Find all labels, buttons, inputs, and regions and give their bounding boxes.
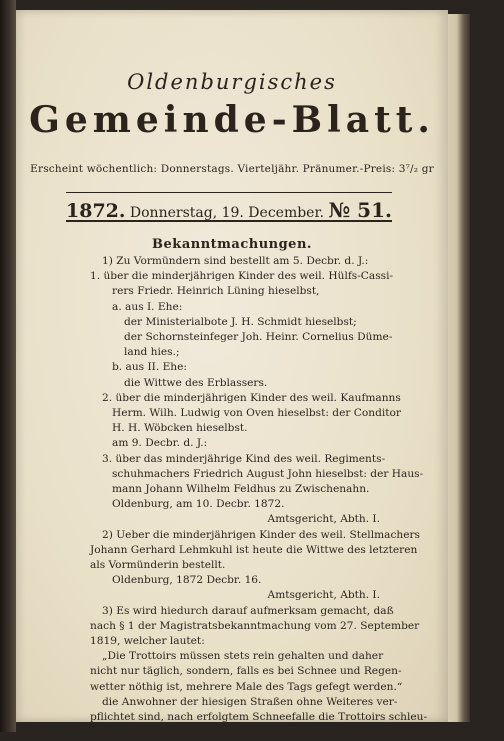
text-line: am 9. Decbr. d. J.: — [112, 437, 208, 450]
text-line: die Wittwe des Erblassers. — [124, 376, 268, 389]
text-line: Herm. Wilh. Ludwig von Oven hieselbst: der Conditor — [112, 407, 401, 420]
newspaper-page — [16, 10, 448, 739]
text-line: nigst von Schnee reinigen zu lassen, und daß in diesem Falle — [90, 726, 419, 739]
issue-number: № 51. — [328, 198, 392, 222]
page-edges-right — [448, 14, 470, 722]
text-line: 1. über die minderjährigen Kinder des weil. Hülfs-Cassi- — [90, 270, 394, 283]
section-title: Bekanntmachungen. — [152, 237, 312, 252]
book-spine-left — [0, 0, 16, 732]
rule-bottom — [66, 220, 392, 222]
text-line: 1819, welcher lautet: — [90, 635, 205, 648]
announcements-text — [90, 254, 428, 741]
text-line: pflichtet sind, nach erfolgtem Schneefalle die Trottoirs schleu- — [90, 711, 428, 724]
text-line: wetter nöthig ist, mehrere Male des Tags gefegt werden.“ — [90, 680, 403, 693]
masthead-title: Gemeinde-Blatt. — [29, 99, 435, 141]
text-line: nicht nur täglich, sondern, falls es bei Schnee und Regen- — [90, 665, 402, 678]
text-line: Oldenburg, 1872 Decbr. 16. — [112, 574, 262, 587]
text-line: land hies.; — [124, 346, 180, 359]
text-line: b. aus II. Ehe: — [112, 361, 187, 374]
text-line: 2) Ueber die minderjährigen Kinder des weil. Stellmachers — [102, 528, 420, 541]
text-line: mann Johann Wilhelm Feldhus zu Zwischenahn. — [112, 483, 370, 496]
text-line: H. H. Wöbcken hieselbst. — [112, 422, 248, 435]
text-line: nach § 1 der Magistratsbekanntmachung vom 27. September — [90, 619, 420, 632]
masthead-subtitle: Oldenburgisches — [127, 70, 337, 94]
text-line: a. aus I. Ehe: — [112, 300, 183, 313]
text-line: Oldenburg, am 10. Decbr. 1872. — [112, 498, 285, 511]
text-line: „Die Trottoirs müssen stets rein gehalten und daher — [102, 650, 384, 663]
issue-year: 1872. — [66, 200, 126, 222]
text-line: schuhmachers Friedrich August John hieselbst: der Haus- — [112, 467, 424, 480]
text-line: 3. über das minderjährige Kind des weil. Regiments- — [102, 452, 386, 465]
text-line: rers Friedr. Heinrich Lüning hieselbst, — [112, 285, 320, 298]
text-line: die Anwohner der hiesigen Straßen ohne Weiteres ver- — [102, 695, 398, 708]
text-line: 2. über die minderjährigen Kinder des weil. Kaufmanns — [102, 391, 401, 404]
text-line: 1) Zu Vormündern sind bestellt am 5. Decbr. d. J.: — [102, 255, 369, 267]
text-line: der Schornsteinfeger Joh. Heinr. Cornelius Düme- — [124, 331, 393, 344]
text-line: Amtsgericht, Abth. I. — [267, 513, 380, 526]
subscription-line: Erscheint wöchentlich: Donnerstags. Vierteljähr. Pränumer.-Preis: 3⁷/₂ gr — [30, 163, 434, 175]
issue-date: Donnerstag, 19. December. — [129, 205, 325, 221]
issue-dateline — [66, 198, 392, 222]
text-line: Johann Gerhard Lehmkuhl ist heute die Wittwe des letzteren — [90, 543, 418, 556]
text-line: Amtsgericht, Abth. I. — [267, 589, 380, 602]
text-line: der Ministerialbote J. H. Schmidt hieselbst; — [124, 315, 357, 328]
text-line: 3) Es wird hiedurch darauf aufmerksam gemacht, daß — [102, 604, 394, 617]
text-line: als Vormünderin bestellt. — [90, 559, 226, 572]
rule-top — [66, 192, 392, 193]
